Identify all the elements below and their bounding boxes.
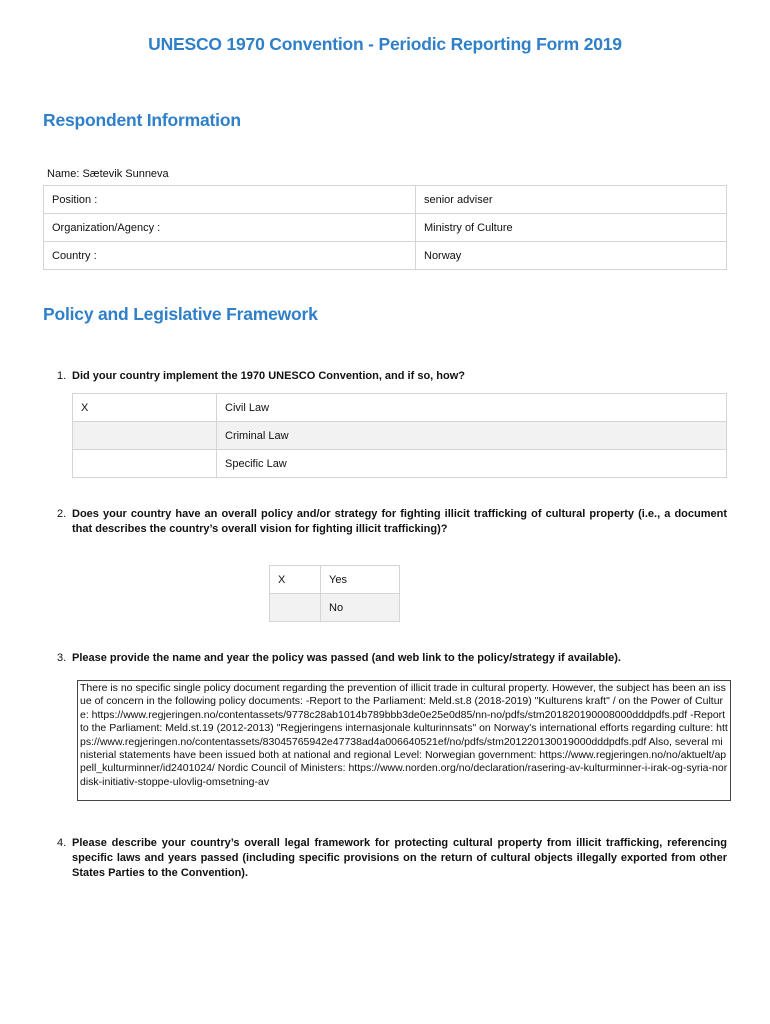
option-label: Specific Law (217, 450, 727, 478)
option-row (73, 450, 727, 478)
question-4 (57, 836, 727, 881)
respondent-row-position (44, 186, 727, 214)
option-row (270, 594, 400, 622)
question-number: 3. (57, 652, 67, 664)
option-label: Criminal Law (217, 422, 727, 450)
option-mark: X (270, 566, 321, 594)
row-value: senior adviser (416, 186, 727, 214)
option-mark (73, 450, 217, 478)
respondent-row-organization (44, 214, 727, 242)
question-number: 1. (57, 370, 67, 382)
q3-answer-textarea[interactable]: There is no specific single policy document regarding the prevention of illicit trade in cultural property. However, the subject has been an issue of concern in the following policy documents: -Report to the Parliament: Meld.st.8 (2018-2019) "Kulturens kraft" / on the Power of Culture: https://www.regjeringen.no/contentassets/9778c28ab1014b789bbb3de0e25e0d85/nn-no/pdfs/stm201820190008000dddpdfs.pdf -Report to the Parliament: Meld.st.19 (2012-2013) "Regjeringens internasjonale kulturinnsats" on Norway's international efforts regarding culture: https://www.regjeringen.no/contentassets/83045765942e47738ad4a006640521ef/no/pdfs/stm201220130019000dddpdfs.pdf Also, several ministerial statements have been issued both at national and regional Level: Norwegian government: https://www.regjeringen.no/no/aktuelt/appell_kulturminner/id2401024/ Nordic Council of Ministers: https://www.norden.org/no/declaration/rasering-av-kulturminner-i-irak-og-syria-nordisk-initiativ-stoppe-ulovlig-omsetning-av (77, 680, 731, 801)
respondent-row-country (44, 242, 727, 270)
row-label: Position : (44, 186, 416, 214)
document-title: UNESCO 1970 Convention - Periodic Reporting Form 2019 (148, 34, 622, 54)
option-row (73, 422, 727, 450)
question-1 (57, 369, 727, 384)
policy-heading: Policy and Legislative Framework (43, 304, 318, 324)
respondent-table (43, 185, 727, 270)
question-3 (57, 651, 727, 666)
q1-options-table (72, 393, 727, 478)
question-number: 2. (57, 508, 67, 520)
question-text: Please describe your country’s overall legal framework for protecting cultural property from illicit trafficking, referencing specific laws and years passed (including specific provisions on the return of cultural objects illegally exported from other States Parties to the Convention). (72, 837, 727, 879)
question-text: Does your country have an overall policy and/or strategy for fighting illicit trafficking of cultural property (i.e., a document that describes the country’s overall vision for fighting illicit trafficking)? (72, 508, 727, 535)
question-text: Please provide the name and year the policy was passed (and web link to the policy/strategy if available). (72, 652, 621, 664)
row-label: Country : (44, 242, 416, 270)
option-row (270, 566, 400, 594)
option-label: Civil Law (217, 394, 727, 422)
option-mark (270, 594, 321, 622)
respondent-name: Name: Sætevik Sunneva (47, 168, 169, 180)
q2-options-table (269, 565, 400, 622)
question-text: Did your country implement the 1970 UNESCO Convention, and if so, how? (72, 370, 465, 382)
row-value: Norway (416, 242, 727, 270)
row-value: Ministry of Culture (416, 214, 727, 242)
question-number: 4. (57, 837, 67, 849)
option-label: Yes (321, 566, 400, 594)
option-row (73, 394, 727, 422)
option-mark: X (73, 394, 217, 422)
question-2 (57, 507, 727, 537)
respondent-heading: Respondent Information (43, 110, 241, 130)
option-label: No (321, 594, 400, 622)
row-label: Organization/Agency : (44, 214, 416, 242)
option-mark (73, 422, 217, 450)
